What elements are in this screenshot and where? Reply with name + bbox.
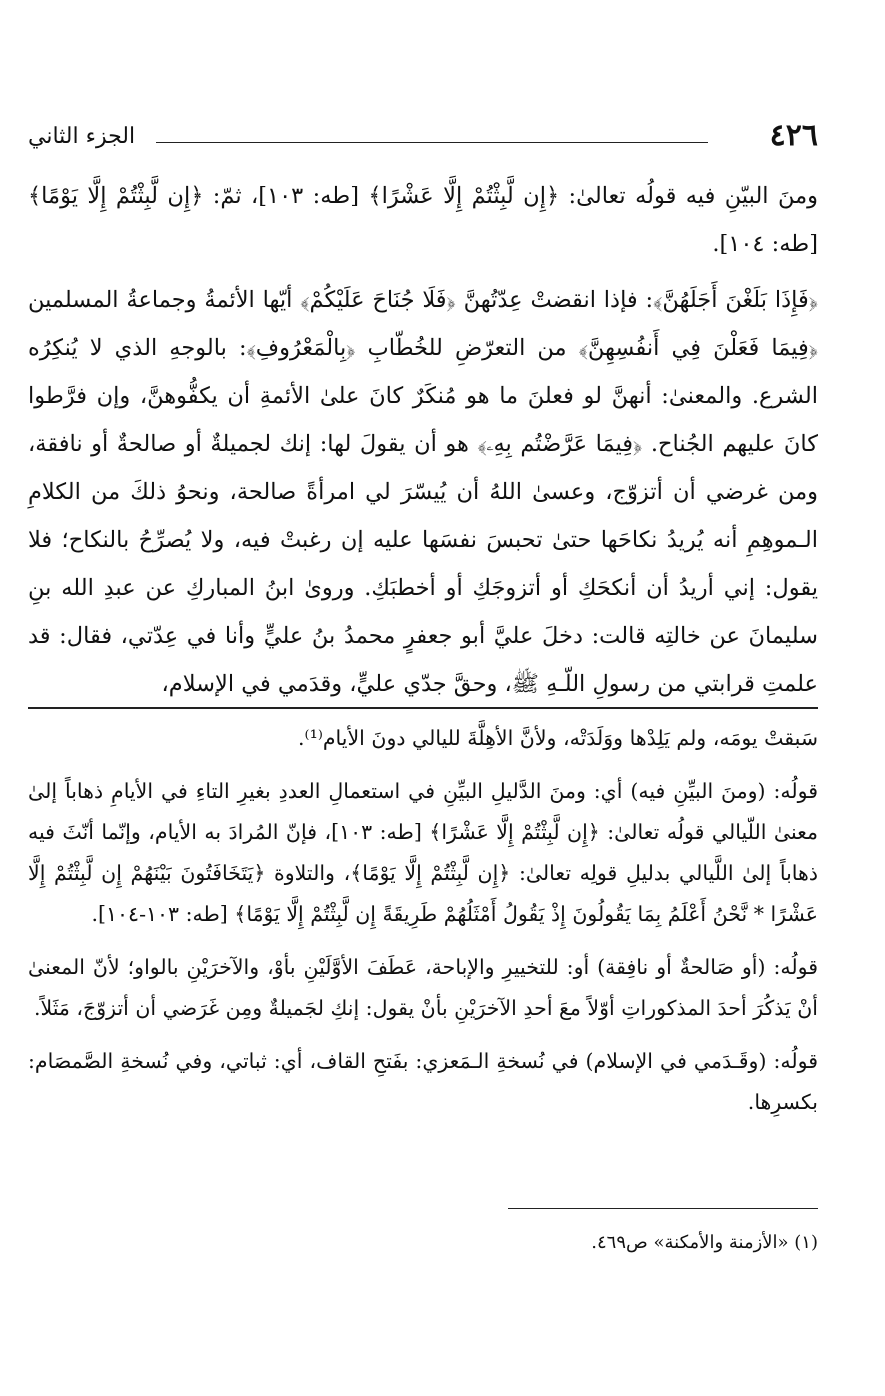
footnote-divider bbox=[508, 1208, 818, 1209]
page-number: ٤٢٦ bbox=[769, 118, 818, 153]
page-header bbox=[28, 118, 818, 166]
header-divider bbox=[156, 142, 708, 143]
main-paragraph: ﴿فَإِذَا بَلَغْنَ أَجَلَهُنَّ﴾: فإذا انقضتْ عِدّتُهنَّ ﴿فَلَا جُنَاحَ عَلَيْكُمْ﴾ أيّها الأئمةُ وجماعةُ المسلمين ﴿فِيمَا فَعَلْنَ فِي أَنفُسِهِنَّ﴾ من التعرّضِ للخُطّابِ ﴿بِالْمَعْرُوفِ﴾: بالوجهِ الذي لا يُنكِرُه الشرع. والمعنىٰ: أنهنَّ لو فعلنَ ما هو مُنكَرٌ كانَ علىٰ الأئمةِ أن يكفُّوهنَّ، وإن فرَّطوا كانَ عليهم الجُناح. ﴿فِيمَا عَرَّضْتُم بِهِۦ﴾ هو أن يقولَ لها: إنك لجميلةٌ أو صالحةٌ أو نافقة، ومن غرضي أن أتزوّج، وعسىٰ اللهُ أن يُيسّرَ لي امرأةً صالحة، ونحوُ ذلكَ من الكلامِ الـموهِمِ أنه يُريدُ نكاحَها حتىٰ تحبسَ نفسَها عليه إن رغبتْ فيه، ولا يُصرِّحُ بالنكاح؛ فلا يقول: إني أريدُ أن أنكحَكِ أو أتزوجَكِ أو أخطبَكِ. وروىٰ ابنُ المباركِ عن عبدِ الله بنِ سليمانَ عن خالتِه قالت: دخلَ عليَّ أبو جعفرٍ محمدُ بنُ عليٍّ وأنا في عِدّتي، فقال: قد علمتِ قرابتي من رسولِ اللّـهِ ﷺ، وحقَّ جدّي عليٍّ، وقدَمي في الإسلام، bbox=[28, 287, 819, 697]
commentary-paragraph: قولُه: (أو صَالحةٌ أو نافِقة) أو: للتخييرِ والإباحة، عَطَفَ الأوَّلَيْنِ بأوْ، والآخرَيْنِ بالواو؛ لأنّ المعنىٰ أنْ يَذكُرَ أحدَ المذكوراتِ أوّلاً معَ أحدِ الآخرَيْنِ بأنْ يقول: إنكِ لجَميلةٌ ومِن غَرَضي أن أتزوّجَ، مَثَلاً. bbox=[28, 955, 818, 1020]
footnote-text: (١) «الأزمنة والأمكنة» ص٤٦٩. bbox=[591, 1232, 818, 1253]
commentary-paragraph: قولُه: (ومنَ البيِّنِ فيه) أي: ومنَ الدَّليلِ البيِّنِ في استعمالِ العددِ بغيرِ التاءِ في الأيامِ ذهاباً إلىٰ معنىٰ اللّيالي قولُه تعالىٰ: ﴿إِن لَّبِثْتُمْ إِلَّا عَشْرًا﴾ [طه: ١٠٣]، فإنّ المُرادَ به الأيام، وإنّما أنّثَ فيه ذهاباً إلىٰ اللَّيالي بدليلِ قولِه تعالىٰ: ﴿إِن لَّبِثْتُمْ إِلَّا يَوْمًا﴾، والتلاوة ﴿يَتَخَافَتُونَ بَيْنَهُمْ إِن لَّبِثْتُمْ إِلَّا عَشْرًا * نَّحْنُ أَعْلَمُ بِمَا يَقُولُونَ إِذْ يَقُولُ أَمْثَلُهُمْ طَرِيقَةً إِن لَّبِثْتُمْ إِلَّا يَوْمًا﴾ [طه: ١٠٣-١٠٤]. bbox=[28, 779, 818, 926]
commentary-paragraph: قولُه: (وقَـدَمي في الإسلام) في نُسخةِ الـمَعزي: بفَتحِ القاف، أي: ثباتي، وفي نُسخةِ الصَّمصَام: بكسرِها. bbox=[28, 1049, 818, 1114]
commentary bbox=[28, 718, 818, 1135]
section-divider bbox=[28, 707, 818, 709]
commentary-paragraph: سَبقتْ يومَه، ولم يَلِدْها ووَلَدَتْه، ولأنَّ الأهِلَّةَ لليالي دونَ الأيام⁽¹⁾. bbox=[298, 726, 818, 750]
main-paragraph: ومنَ البيّنِ فيه قولُه تعالىٰ: ﴿إِن لَّبِثْتُمْ إِلَّا عَشْرًا﴾ [طه: ١٠٣]، ثمّ: ﴿إِن لَّبِثْتُمْ إِلَّا يَوْمًا﴾ [طه: ١٠٤]. bbox=[28, 183, 818, 257]
part-label: الجزء الثاني bbox=[28, 124, 136, 149]
main-text bbox=[28, 172, 818, 716]
footnote bbox=[28, 1228, 818, 1258]
